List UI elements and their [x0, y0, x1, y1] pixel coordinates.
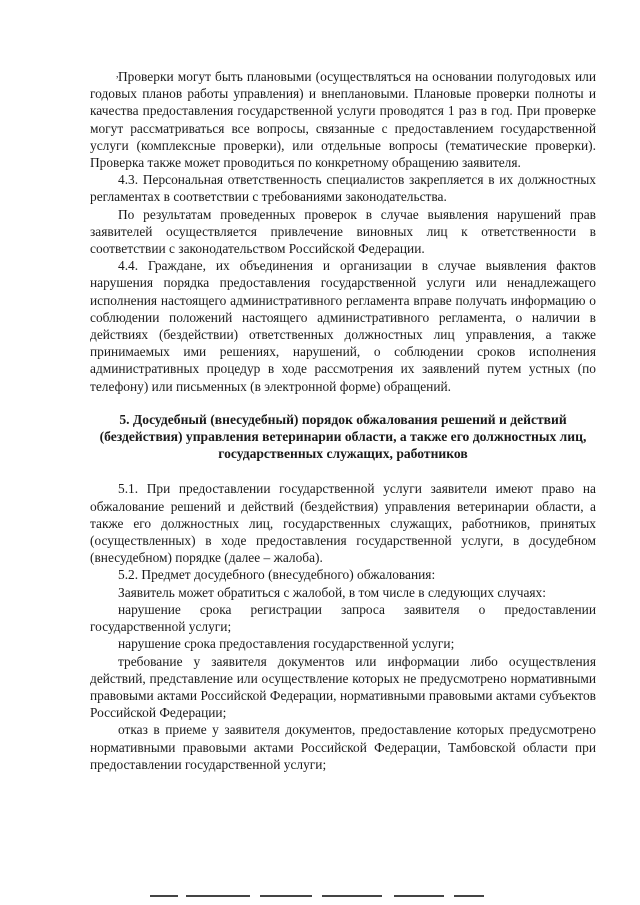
paragraph-complaint-cases: Заявитель может обратиться с жалобой, в том числе в следующих случаях: — [118, 584, 546, 600]
footer-scan-lines — [150, 893, 490, 899]
paragraph-5-1: 5.1. При предоставлении государственной услуги заявители имеют право на обжалование решений и действий (бездействия) управления ветеринарии области, а также его должностных лиц, государственных служащих, работников, принятых (осуществленных) в ходе предоставления государственной услуги, в досудебном (внесудебном) порядке (далее – жалоба). — [90, 481, 596, 566]
paragraph-5-2: 5.2. Предмет досудебного (внесудебного) обжалования: — [118, 567, 436, 583]
document-page — [90, 68, 596, 773]
list-item-registration-deadline: нарушение срока регистрации запроса заявителя о предоставлении государственной услуги; — [90, 601, 596, 635]
section-5-heading: 5. Досудебный (внесудебный) порядок обжалования решений и действий (бездействия) управления ветеринарии области, а также его должностных лиц, государственных служащих, работников — [99, 411, 587, 462]
list-item-document-refusal: отказ в приеме у заявителя документов, предоставление которых предусмотрено нормативными правовыми актами Российской Федерации, Тамбовской области при предоставлении государственной услуги; — [90, 722, 596, 772]
paragraph-inspection-results: По результатам проведенных проверок в случае выявления нарушений прав заявителей осуществляется привлечение виновных лиц к ответственности в соответствии с законодательством Российской Федерации. — [90, 206, 596, 257]
list-item-service-deadline: нарушение срока предоставления государственной услуги; — [118, 636, 455, 652]
paragraph-inspections: Проверки могут быть плановыми (осуществляться на основании полугодовых или годовых планов работы управления) и внеплановыми. Плановые проверки полноты и качества предоставления государственной услуги проводятся 1 раз в год. При проверке могут рассматриваться все вопросы, связанные с предоставлением государственной услуги (комплексные проверки), или отдельные вопросы (тематические проверки). Проверка также может проводиться по конкретному обращению заявителя. — [90, 69, 596, 171]
paragraph-4-4: 4.4. Граждане, их объединения и организации в случае выявления фактов нарушения порядка предоставления государственной услуги или ненадлежащего исполнения настоящего административного регламента вправе получать информацию о соблюдении положений настоящего административного регламента, о наличии в действиях (бездействии) ответственных должностных лиц управления, а также принимаемых ими решениях, нарушений, о соблюдении сроков исполнения административных процедур в ходе рассмотрения их заявлений путем устных (по телефону) или письменных (в электронной форме) обращений. — [90, 258, 596, 394]
paragraph-4-3: 4.3. Персональная ответственность специалистов закрепляется в их должностных регламентах в соответствии с требованиями законодательства. — [90, 172, 596, 205]
list-item-document-requirement: требование у заявителя документов или информации либо осуществления действий, представление или осуществление которых не предусмотрено нормативными правовыми актами Российской Федерации, нормативными правовыми актами субъектов Российской Федерации; — [90, 653, 596, 721]
scan-mark: , — [116, 69, 119, 80]
